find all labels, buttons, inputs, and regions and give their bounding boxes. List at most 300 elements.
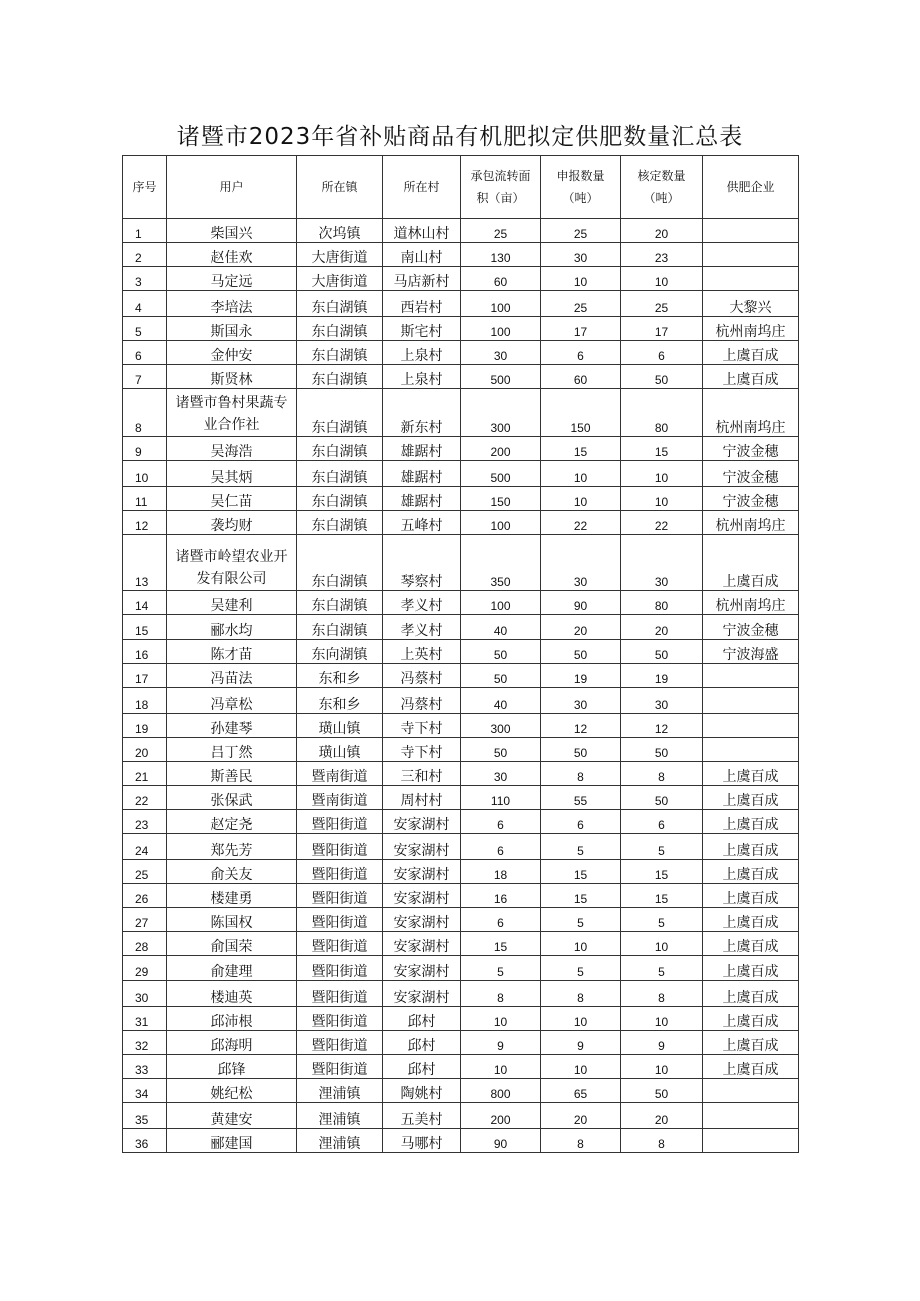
cell-supplier: 宁波海盛 bbox=[703, 640, 799, 664]
cell-area: 350 bbox=[461, 535, 541, 591]
cell-town: 暨阳街道 bbox=[297, 956, 383, 981]
cell-area: 300 bbox=[461, 389, 541, 437]
cell-town: 东白湖镇 bbox=[297, 461, 383, 487]
cell-town: 璜山镇 bbox=[297, 714, 383, 738]
cell-area: 500 bbox=[461, 461, 541, 487]
cell-seq: 29 bbox=[123, 956, 167, 981]
cell-seq: 10 bbox=[123, 461, 167, 487]
header-supplier: 供肥企业 bbox=[703, 156, 799, 219]
cell-declared: 65 bbox=[541, 1079, 621, 1103]
cell-declared: 15 bbox=[541, 860, 621, 884]
cell-seq: 7 bbox=[123, 365, 167, 389]
cell-supplier: 上虞百成 bbox=[703, 860, 799, 884]
cell-village: 安家湖村 bbox=[383, 908, 461, 932]
table-row bbox=[123, 1007, 799, 1031]
cell-declared: 8 bbox=[541, 1129, 621, 1153]
cell-seq: 21 bbox=[123, 762, 167, 786]
cell-seq: 31 bbox=[123, 1007, 167, 1031]
cell-user: 邱沛根 bbox=[167, 1007, 297, 1031]
header-declared bbox=[541, 156, 621, 219]
cell-area: 50 bbox=[461, 664, 541, 688]
cell-user: 郦水均 bbox=[167, 615, 297, 640]
cell-user: 姚纪松 bbox=[167, 1079, 297, 1103]
cell-seq: 22 bbox=[123, 786, 167, 810]
table-row bbox=[123, 461, 799, 487]
cell-approved: 17 bbox=[621, 317, 703, 341]
cell-village: 邱村 bbox=[383, 1007, 461, 1031]
cell-declared: 17 bbox=[541, 317, 621, 341]
cell-town: 东和乡 bbox=[297, 664, 383, 688]
cell-village: 邱村 bbox=[383, 1055, 461, 1079]
cell-town: 东白湖镇 bbox=[297, 437, 383, 461]
table-row bbox=[123, 908, 799, 932]
cell-approved: 12 bbox=[621, 714, 703, 738]
header-approved-line1: 核定数量 bbox=[637, 169, 686, 183]
table-row bbox=[123, 615, 799, 640]
cell-seq: 36 bbox=[123, 1129, 167, 1153]
cell-area: 300 bbox=[461, 714, 541, 738]
cell-approved: 80 bbox=[621, 389, 703, 437]
cell-area: 100 bbox=[461, 291, 541, 317]
cell-approved: 15 bbox=[621, 884, 703, 908]
cell-area: 30 bbox=[461, 762, 541, 786]
cell-supplier: 杭州南坞庄 bbox=[703, 389, 799, 437]
cell-village: 寺下村 bbox=[383, 738, 461, 762]
cell-declared: 10 bbox=[541, 487, 621, 511]
cell-user: 赵定尧 bbox=[167, 810, 297, 834]
cell-approved: 6 bbox=[621, 810, 703, 834]
cell-seq: 13 bbox=[123, 535, 167, 591]
cell-supplier bbox=[703, 664, 799, 688]
cell-town: 东白湖镇 bbox=[297, 511, 383, 535]
cell-user: 斯善民 bbox=[167, 762, 297, 786]
cell-declared: 10 bbox=[541, 932, 621, 956]
cell-supplier: 大黎兴 bbox=[703, 291, 799, 317]
cell-town: 东白湖镇 bbox=[297, 317, 383, 341]
cell-seq: 3 bbox=[123, 267, 167, 291]
cell-area: 130 bbox=[461, 243, 541, 267]
cell-supplier: 杭州南坞庄 bbox=[703, 511, 799, 535]
cell-supplier: 上虞百成 bbox=[703, 810, 799, 834]
cell-user: 楼迪英 bbox=[167, 981, 297, 1007]
cell-declared: 15 bbox=[541, 437, 621, 461]
cell-declared: 30 bbox=[541, 535, 621, 591]
cell-supplier bbox=[703, 738, 799, 762]
cell-supplier: 宁波金穗 bbox=[703, 615, 799, 640]
cell-declared: 50 bbox=[541, 640, 621, 664]
cell-area: 18 bbox=[461, 860, 541, 884]
cell-declared: 6 bbox=[541, 810, 621, 834]
table-row bbox=[123, 810, 799, 834]
cell-supplier: 上虞百成 bbox=[703, 1031, 799, 1055]
header-area-line1: 承包流转面 bbox=[470, 169, 531, 183]
cell-seq: 11 bbox=[123, 487, 167, 511]
table-row bbox=[123, 981, 799, 1007]
table-row bbox=[123, 291, 799, 317]
page-title: 诸暨市2023年省补贴商品有机肥拟定供肥数量汇总表 bbox=[176, 124, 744, 150]
cell-seq: 24 bbox=[123, 834, 167, 860]
table-row bbox=[123, 860, 799, 884]
cell-approved: 50 bbox=[621, 738, 703, 762]
cell-seq: 5 bbox=[123, 317, 167, 341]
cell-supplier: 上虞百成 bbox=[703, 932, 799, 956]
header-town: 所在镇 bbox=[297, 156, 383, 219]
cell-seq: 19 bbox=[123, 714, 167, 738]
table-row bbox=[123, 1103, 799, 1129]
cell-town: 东白湖镇 bbox=[297, 291, 383, 317]
cell-town: 东白湖镇 bbox=[297, 487, 383, 511]
cell-area: 25 bbox=[461, 219, 541, 243]
cell-seq: 12 bbox=[123, 511, 167, 535]
cell-town: 东白湖镇 bbox=[297, 615, 383, 640]
cell-area: 90 bbox=[461, 1129, 541, 1153]
cell-supplier: 上虞百成 bbox=[703, 884, 799, 908]
cell-seq: 4 bbox=[123, 291, 167, 317]
cell-user: 吕丁然 bbox=[167, 738, 297, 762]
cell-approved: 10 bbox=[621, 932, 703, 956]
cell-user: 赵佳欢 bbox=[167, 243, 297, 267]
cell-user: 陈国权 bbox=[167, 908, 297, 932]
cell-declared: 150 bbox=[541, 389, 621, 437]
cell-supplier bbox=[703, 243, 799, 267]
cell-area: 40 bbox=[461, 688, 541, 714]
table-row bbox=[123, 884, 799, 908]
cell-seq: 23 bbox=[123, 810, 167, 834]
cell-declared: 12 bbox=[541, 714, 621, 738]
cell-approved: 20 bbox=[621, 219, 703, 243]
table-row bbox=[123, 1031, 799, 1055]
cell-town: 大唐街道 bbox=[297, 243, 383, 267]
header-approved-line2: （吨） bbox=[643, 191, 680, 205]
cell-approved: 10 bbox=[621, 1007, 703, 1031]
cell-town: 浬浦镇 bbox=[297, 1129, 383, 1153]
cell-declared: 90 bbox=[541, 591, 621, 615]
cell-town: 东白湖镇 bbox=[297, 389, 383, 437]
cell-village: 斯宅村 bbox=[383, 317, 461, 341]
table-row bbox=[123, 591, 799, 615]
table-row bbox=[123, 834, 799, 860]
table-row bbox=[123, 1079, 799, 1103]
cell-area: 30 bbox=[461, 341, 541, 365]
cell-seq: 2 bbox=[123, 243, 167, 267]
table-row bbox=[123, 932, 799, 956]
cell-supplier: 宁波金穗 bbox=[703, 487, 799, 511]
cell-area: 40 bbox=[461, 615, 541, 640]
cell-seq: 9 bbox=[123, 437, 167, 461]
cell-supplier: 上虞百成 bbox=[703, 834, 799, 860]
cell-user: 邱海明 bbox=[167, 1031, 297, 1055]
cell-village: 南山村 bbox=[383, 243, 461, 267]
cell-user: 冯苗法 bbox=[167, 664, 297, 688]
cell-user: 黄建安 bbox=[167, 1103, 297, 1129]
cell-user: 诸暨市岭望农业开发有限公司 bbox=[167, 535, 297, 591]
cell-approved: 8 bbox=[621, 1129, 703, 1153]
cell-village: 安家湖村 bbox=[383, 932, 461, 956]
cell-town: 暨阳街道 bbox=[297, 1055, 383, 1079]
table-row bbox=[123, 535, 799, 591]
table-row bbox=[123, 243, 799, 267]
cell-approved: 8 bbox=[621, 762, 703, 786]
cell-declared: 20 bbox=[541, 1103, 621, 1129]
cell-seq: 8 bbox=[123, 389, 167, 437]
cell-town: 暨阳街道 bbox=[297, 1007, 383, 1031]
table-row bbox=[123, 688, 799, 714]
cell-village: 西岩村 bbox=[383, 291, 461, 317]
table-row bbox=[123, 341, 799, 365]
cell-approved: 23 bbox=[621, 243, 703, 267]
cell-seq: 6 bbox=[123, 341, 167, 365]
cell-area: 200 bbox=[461, 1103, 541, 1129]
table-row bbox=[123, 956, 799, 981]
cell-user: 吴其炳 bbox=[167, 461, 297, 487]
cell-town: 东和乡 bbox=[297, 688, 383, 714]
table-row bbox=[123, 738, 799, 762]
cell-approved: 5 bbox=[621, 834, 703, 860]
cell-seq: 34 bbox=[123, 1079, 167, 1103]
cell-village: 五峰村 bbox=[383, 511, 461, 535]
cell-village: 马店新村 bbox=[383, 267, 461, 291]
cell-declared: 8 bbox=[541, 981, 621, 1007]
cell-user: 俞国荣 bbox=[167, 932, 297, 956]
cell-area: 110 bbox=[461, 786, 541, 810]
cell-approved: 30 bbox=[621, 688, 703, 714]
cell-area: 500 bbox=[461, 365, 541, 389]
cell-user: 斯贤林 bbox=[167, 365, 297, 389]
table-row bbox=[123, 762, 799, 786]
cell-declared: 10 bbox=[541, 1055, 621, 1079]
cell-seq: 18 bbox=[123, 688, 167, 714]
cell-declared: 50 bbox=[541, 738, 621, 762]
cell-village: 冯蔡村 bbox=[383, 664, 461, 688]
cell-declared: 55 bbox=[541, 786, 621, 810]
cell-area: 16 bbox=[461, 884, 541, 908]
cell-supplier bbox=[703, 219, 799, 243]
cell-seq: 14 bbox=[123, 591, 167, 615]
cell-area: 200 bbox=[461, 437, 541, 461]
cell-area: 6 bbox=[461, 810, 541, 834]
header-declared-line2: （吨） bbox=[562, 191, 599, 205]
cell-town: 东白湖镇 bbox=[297, 365, 383, 389]
cell-village: 安家湖村 bbox=[383, 860, 461, 884]
cell-approved: 6 bbox=[621, 341, 703, 365]
cell-approved: 50 bbox=[621, 1079, 703, 1103]
cell-declared: 25 bbox=[541, 291, 621, 317]
cell-village: 孝义村 bbox=[383, 591, 461, 615]
cell-supplier: 上虞百成 bbox=[703, 956, 799, 981]
cell-approved: 80 bbox=[621, 591, 703, 615]
cell-town: 暨阳街道 bbox=[297, 810, 383, 834]
cell-supplier: 杭州南坞庄 bbox=[703, 317, 799, 341]
cell-village: 雄踞村 bbox=[383, 487, 461, 511]
cell-village: 寺下村 bbox=[383, 714, 461, 738]
cell-area: 5 bbox=[461, 956, 541, 981]
fertilizer-summary-table bbox=[122, 155, 799, 1153]
cell-town: 大唐街道 bbox=[297, 267, 383, 291]
cell-supplier bbox=[703, 1103, 799, 1129]
cell-town: 暨阳街道 bbox=[297, 834, 383, 860]
header-seq: 序号 bbox=[123, 156, 167, 219]
cell-supplier bbox=[703, 688, 799, 714]
cell-user: 张保武 bbox=[167, 786, 297, 810]
header-user: 用户 bbox=[167, 156, 297, 219]
cell-user: 郑先芳 bbox=[167, 834, 297, 860]
cell-user: 俞关友 bbox=[167, 860, 297, 884]
cell-town: 东白湖镇 bbox=[297, 341, 383, 365]
cell-declared: 60 bbox=[541, 365, 621, 389]
cell-area: 150 bbox=[461, 487, 541, 511]
cell-user: 马定远 bbox=[167, 267, 297, 291]
table-row bbox=[123, 437, 799, 461]
cell-declared: 6 bbox=[541, 341, 621, 365]
cell-area: 6 bbox=[461, 908, 541, 932]
cell-area: 100 bbox=[461, 511, 541, 535]
table-row bbox=[123, 317, 799, 341]
cell-town: 暨阳街道 bbox=[297, 860, 383, 884]
cell-declared: 5 bbox=[541, 834, 621, 860]
cell-town: 浬浦镇 bbox=[297, 1103, 383, 1129]
table-row bbox=[123, 714, 799, 738]
cell-village: 安家湖村 bbox=[383, 981, 461, 1007]
cell-area: 50 bbox=[461, 640, 541, 664]
table-row bbox=[123, 786, 799, 810]
cell-declared: 9 bbox=[541, 1031, 621, 1055]
cell-approved: 22 bbox=[621, 511, 703, 535]
cell-town: 东向湖镇 bbox=[297, 640, 383, 664]
cell-town: 浬浦镇 bbox=[297, 1079, 383, 1103]
cell-village: 孝义村 bbox=[383, 615, 461, 640]
cell-village: 上泉村 bbox=[383, 365, 461, 389]
cell-supplier: 杭州南坞庄 bbox=[703, 591, 799, 615]
cell-seq: 30 bbox=[123, 981, 167, 1007]
cell-approved: 5 bbox=[621, 956, 703, 981]
cell-supplier: 上虞百成 bbox=[703, 981, 799, 1007]
cell-supplier: 上虞百成 bbox=[703, 535, 799, 591]
cell-approved: 9 bbox=[621, 1031, 703, 1055]
cell-town: 暨阳街道 bbox=[297, 932, 383, 956]
cell-supplier: 上虞百成 bbox=[703, 365, 799, 389]
cell-declared: 30 bbox=[541, 243, 621, 267]
cell-town: 暨南街道 bbox=[297, 786, 383, 810]
cell-user: 李培法 bbox=[167, 291, 297, 317]
cell-supplier: 上虞百成 bbox=[703, 1055, 799, 1079]
cell-declared: 10 bbox=[541, 1007, 621, 1031]
cell-approved: 30 bbox=[621, 535, 703, 591]
cell-town: 暨阳街道 bbox=[297, 981, 383, 1007]
cell-user: 俞建理 bbox=[167, 956, 297, 981]
cell-user: 诸暨市鲁村果蔬专业合作社 bbox=[167, 389, 297, 437]
table-row bbox=[123, 1129, 799, 1153]
cell-supplier bbox=[703, 267, 799, 291]
cell-area: 50 bbox=[461, 738, 541, 762]
cell-supplier: 上虞百成 bbox=[703, 762, 799, 786]
cell-area: 60 bbox=[461, 267, 541, 291]
table-header-row bbox=[123, 156, 799, 219]
cell-declared: 15 bbox=[541, 884, 621, 908]
cell-user: 吴建利 bbox=[167, 591, 297, 615]
cell-village: 雄踞村 bbox=[383, 437, 461, 461]
cell-supplier bbox=[703, 714, 799, 738]
cell-declared: 30 bbox=[541, 688, 621, 714]
cell-user: 陈才苗 bbox=[167, 640, 297, 664]
cell-village: 马哪村 bbox=[383, 1129, 461, 1153]
cell-town: 次坞镇 bbox=[297, 219, 383, 243]
cell-user: 吴仁苗 bbox=[167, 487, 297, 511]
cell-supplier: 上虞百成 bbox=[703, 341, 799, 365]
cell-user: 冯章松 bbox=[167, 688, 297, 714]
cell-user: 邱锋 bbox=[167, 1055, 297, 1079]
cell-supplier: 上虞百成 bbox=[703, 786, 799, 810]
cell-village: 冯蔡村 bbox=[383, 688, 461, 714]
cell-village: 安家湖村 bbox=[383, 884, 461, 908]
cell-village: 周村村 bbox=[383, 786, 461, 810]
cell-approved: 10 bbox=[621, 1055, 703, 1079]
cell-village: 五美村 bbox=[383, 1103, 461, 1129]
cell-declared: 5 bbox=[541, 908, 621, 932]
cell-seq: 25 bbox=[123, 860, 167, 884]
cell-approved: 20 bbox=[621, 615, 703, 640]
table-body bbox=[123, 219, 799, 1153]
cell-declared: 10 bbox=[541, 461, 621, 487]
cell-area: 800 bbox=[461, 1079, 541, 1103]
cell-approved: 10 bbox=[621, 487, 703, 511]
table-row bbox=[123, 664, 799, 688]
cell-supplier: 宁波金穗 bbox=[703, 461, 799, 487]
cell-seq: 17 bbox=[123, 664, 167, 688]
cell-area: 9 bbox=[461, 1031, 541, 1055]
cell-area: 10 bbox=[461, 1007, 541, 1031]
cell-supplier: 上虞百成 bbox=[703, 1007, 799, 1031]
cell-approved: 8 bbox=[621, 981, 703, 1007]
cell-user: 金仲安 bbox=[167, 341, 297, 365]
cell-area: 8 bbox=[461, 981, 541, 1007]
cell-approved: 5 bbox=[621, 908, 703, 932]
cell-approved: 19 bbox=[621, 664, 703, 688]
header-area-line2: 积（亩） bbox=[476, 191, 525, 205]
cell-declared: 20 bbox=[541, 615, 621, 640]
table-row bbox=[123, 1055, 799, 1079]
cell-seq: 28 bbox=[123, 932, 167, 956]
cell-seq: 16 bbox=[123, 640, 167, 664]
cell-seq: 1 bbox=[123, 219, 167, 243]
table-row bbox=[123, 389, 799, 437]
cell-user: 楼建勇 bbox=[167, 884, 297, 908]
cell-town: 东白湖镇 bbox=[297, 535, 383, 591]
cell-village: 邱村 bbox=[383, 1031, 461, 1055]
cell-village: 道林山村 bbox=[383, 219, 461, 243]
cell-approved: 25 bbox=[621, 291, 703, 317]
cell-village: 新东村 bbox=[383, 389, 461, 437]
table-row bbox=[123, 487, 799, 511]
cell-approved: 10 bbox=[621, 461, 703, 487]
cell-approved: 50 bbox=[621, 365, 703, 389]
cell-seq: 15 bbox=[123, 615, 167, 640]
cell-declared: 19 bbox=[541, 664, 621, 688]
header-declared-line1: 申报数量 bbox=[556, 169, 605, 183]
header-area bbox=[461, 156, 541, 219]
cell-user: 斯国永 bbox=[167, 317, 297, 341]
cell-seq: 32 bbox=[123, 1031, 167, 1055]
cell-approved: 20 bbox=[621, 1103, 703, 1129]
cell-approved: 15 bbox=[621, 860, 703, 884]
cell-area: 100 bbox=[461, 317, 541, 341]
cell-supplier: 上虞百成 bbox=[703, 908, 799, 932]
table-row bbox=[123, 219, 799, 243]
cell-declared: 25 bbox=[541, 219, 621, 243]
cell-town: 暨阳街道 bbox=[297, 908, 383, 932]
cell-declared: 22 bbox=[541, 511, 621, 535]
cell-village: 陶姚村 bbox=[383, 1079, 461, 1103]
cell-village: 三和村 bbox=[383, 762, 461, 786]
